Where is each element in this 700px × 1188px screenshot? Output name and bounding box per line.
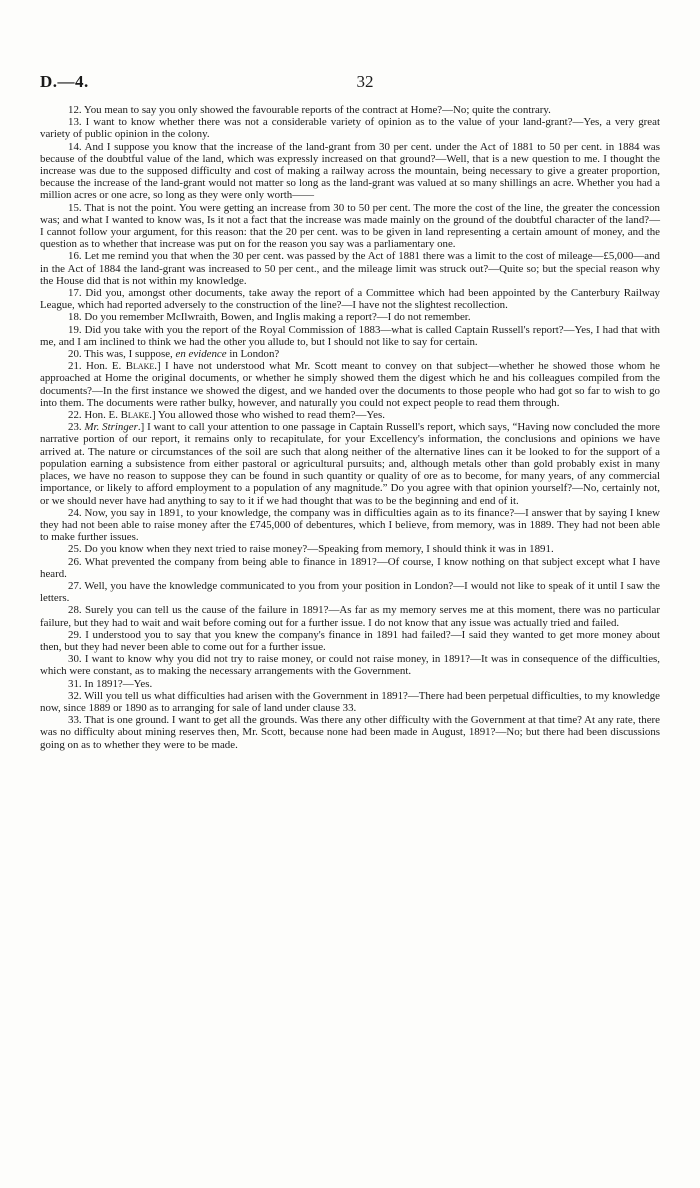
paragraph-25: 25. Do you know when they next tried to raise money?—Speaking from memory, I should think it was in 1891. bbox=[68, 543, 554, 556]
paragraph-18: 18. Do you remember McIlwraith, Bowen, and Inglis making a report?—I do not remember. bbox=[68, 311, 471, 324]
paragraph-30: 30. I want to know why you did not try to raise money, or could not raise money, in 1891?—It was in consequence of the difficulties, which were constant, as to making the necessary arrangements with the Government. bbox=[40, 653, 660, 678]
page-number: 32 bbox=[356, 72, 374, 91]
document-reference: D.—4. bbox=[40, 72, 89, 91]
paragraph-31: 31. In 1891?—Yes. bbox=[68, 677, 153, 690]
paragraph-23: 23. Mr. Stringer.] I want to call your attention to one passage in Captain Russell's report, which says, “Having now concluded the more narrative portion of our report, it remains only to recapitulate, for your Excellency's information, the conclusions and opinions we have arrived at. The nature or circumstances of the soil are such that along neither of the alternative lines can it be looked to for the support of a population earning a subsistence from either pastoral or agricultural pursuits; and, although metals other than gold probably exist in many places, we have no reason to suppose they can be found in such quantity or quality of ore as to become, for many years, of any commercial importance, or likely to afford employment to a population of any magnitude.” Do you agree with that opinion yourself?—No, certainly not, or we should never have had anything to say to it if we had thought that was to be the beginning and end of it. bbox=[40, 421, 661, 507]
paragraph-13: 13. I want to know whether there was not a considerable variety of opinion as to the value of your land-grant?—Yes, a very great variety of public opinion in the colony. bbox=[40, 116, 660, 141]
paragraph-33: 33. That is one ground. I want to get all the grounds. Was there any other difficulty with the Government at that time? At any rate, there was no difficulty about mining reserves then, Mr. Scott, because none had been made in August, 1891?—No; but there had been discussions going on as to whether they were to be made. bbox=[40, 714, 660, 751]
paragraph-19: 19. Did you take with you the report of the Royal Commission of 1883—what is called Captain Russell's report?—Yes, I had that with me, and I am inclined to think we had the other you allude to, but I should not like to say for certain. bbox=[40, 323, 660, 348]
paragraph-20: 20. This was, I suppose, en evidence in London? bbox=[68, 348, 280, 361]
paragraph-28: 28. Surely you can tell us the cause of the failure in 1891?—As far as my memory serves me at this moment, there was no particular failure, but they had to wait and wait before coming out for a further issue. I do not know that any issue was actually tried and failed. bbox=[40, 604, 660, 629]
paragraph-24: 24. Now, you say in 1891, to your knowledge, the company was in difficulties again as to its finance?—I answer that by saying I knew they had not been able to raise money after the £745,000 of debentures, which I believe, from memory, was in 1889. They had not been able to make further issues. bbox=[40, 506, 660, 544]
paragraph-21: 21. Hon. E. Blake.] I have not understood what Mr. Scott meant to convey on that subject—whether he showed those whom he approached at Home the original documents, or whether he simply showed them the digest which he and his colleagues compiled from the documents?—In the first instance we showed the digest, and we handed over the documents to those people who had got so far to wish to go into them. The documents were rather bulky, however, and naturally you could not expect people to read them through. bbox=[40, 360, 660, 409]
paragraph-26: 26. What prevented the company from being able to finance in 1891?—Of course, I know nothing on that subject except what I have heard. bbox=[40, 555, 660, 580]
page-header bbox=[40, 72, 660, 94]
paragraph-22: 22. Hon. E. Blake.] You allowed those who wished to read them?—Yes. bbox=[68, 409, 385, 422]
paragraph-16: 16. Let me remind you that when the 30 per cent. was passed by the Act of 1881 there was a limit to the cost of mileage—£5,000—and in the Act of 1884 the land-grant was increased to 50 per cent., and the mileage limit was struck out?—Quite so; but the special reason why the House did that is not within my knowledge. bbox=[40, 250, 660, 287]
paragraph-15: 15. That is not the point. You were getting an increase from 30 to 50 per cent. The more the cost of the line, the greater the concession was; and what I wanted to know was, Is it not a fact that the increase was made mainly on the ground of the doubtful character of the land?—I cannot follow your argument, for this reason: that the 20 per cent. was to be given in land representing a certain amount of money, and the question as to whether that increase was put on for the reason you say was a parliamentary one. bbox=[40, 201, 660, 251]
paragraph-27: 27. Well, you have the knowledge communicated to you from your position in London?—I would not like to speak of it until I saw the letters. bbox=[40, 579, 660, 605]
page-body bbox=[40, 104, 660, 751]
paragraph-12: 12. You mean to say you only showed the favourable reports of the contract at Home?—No; quite the contrary. bbox=[68, 104, 551, 116]
paragraph-32: 32. Will you tell us what difficulties had arisen with the Government in 1891?—There had been perpetual difficulties, to my knowledge now, since 1889 or 1890 as to arranging for sale of land under clause 33. bbox=[40, 689, 660, 714]
paragraph-29: 29. I understood you to say that you knew the company's finance in 1891 had failed?—I said they wanted to get more money about then, but they had never been able to come out for a further issue. bbox=[40, 628, 660, 653]
paragraph-17: 17. Did you, amongst other documents, take away the report of a Committee which had been appointed by the Canterbury Railway League, which had reported adversely to the construction of the line?—I have not the slightest recollection. bbox=[40, 287, 660, 312]
paragraph-14: 14. And I suppose you know that the increase of the land-grant from 30 per cent. under the Act of 1881 to 50 per cent. in 1884 was because of the doubtful value of the land, which was expressly increased on that ground?—Well, that is a new question to me. I thought the increase was due to the supposed difficulty and cost of making a railway across the mountain, being necessary to give a greater proportion, because the increase of the land-grant would not matter so long as the land-grant was valued at so many shillings an acre. Whether you had a million acres or one acre, so long as they were only worth—— bbox=[40, 140, 660, 202]
